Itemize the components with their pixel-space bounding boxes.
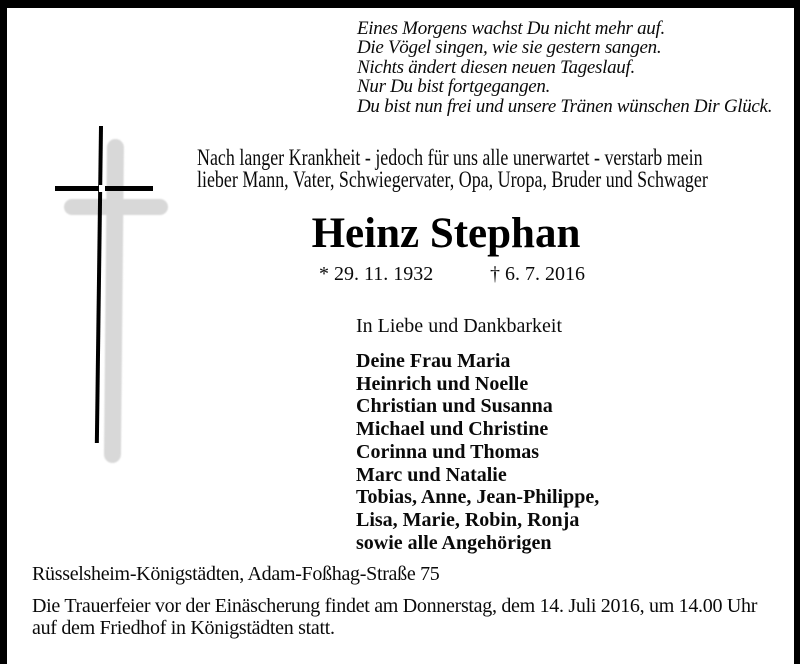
poem-line: Die Vögel singen, wie sie gestern sangen.	[357, 37, 662, 59]
dedication-text: In Liebe und Dankbarkeit	[356, 315, 563, 337]
mourner-line: Lisa, Marie, Robin, Ronja	[356, 508, 580, 531]
scan-frame-top	[0, 0, 800, 8]
mourner-line: Michael und Christine	[356, 418, 549, 441]
death-date: † 6. 7. 2016	[490, 263, 585, 285]
poem	[357, 19, 772, 116]
poem-line: Nichts ändert diesen neuen Tageslauf.	[357, 56, 635, 78]
mourner-line: Heinrich und Noelle	[356, 372, 529, 395]
mourner-line: Corinna und Thomas	[356, 440, 540, 463]
mourners-list	[356, 350, 599, 554]
location-line: Rüsselsheim-Königstädten, Adam-Foßhag-Straße 75	[32, 563, 440, 585]
scan-frame-left	[0, 0, 7, 664]
intro-line: lieber Mann, Vater, Schwiegervater, Opa, Uropa, Bruder und Schwager	[197, 166, 708, 192]
poem-line: Nur Du bist fortgegangen.	[357, 76, 551, 98]
poem-line: Eines Morgens wachst Du nicht mehr auf.	[357, 18, 665, 39]
gray-cross-horizontal-bar	[64, 199, 168, 215]
cross-intersection-highlight	[99, 185, 105, 192]
mourner-line: Deine Frau Maria	[356, 350, 511, 372]
birth-date: * 29. 11. 1932	[319, 263, 434, 285]
obituary-intro	[197, 147, 708, 190]
mourner-line: sowie alle Angehörigen	[356, 531, 552, 554]
funeral-line: auf dem Friedhof in Königstädten statt.	[32, 617, 335, 639]
scan-frame-right	[794, 0, 800, 664]
intro-line: Nach langer Krankheit - jedoch für uns alle unerwartet - verstarb mein	[197, 145, 703, 170]
mourner-line: Tobias, Anne, Jean-Philippe,	[356, 486, 600, 509]
deceased-name: Heinz Stephan	[311, 210, 581, 257]
mourner-line: Marc und Natalie	[356, 463, 507, 486]
funeral-info	[32, 595, 757, 639]
poem-line: Du bist nun frei und unsere Tränen wünschen Dir Glück.	[357, 95, 773, 117]
funeral-line: Die Trauerfeier vor der Einäscherung findet am Donnerstag, dem 14. Juli 2016, um 14.00 Uhr	[32, 595, 758, 617]
mourner-line: Christian und Susanna	[356, 395, 553, 418]
black-cross-vertical-line	[95, 126, 103, 443]
